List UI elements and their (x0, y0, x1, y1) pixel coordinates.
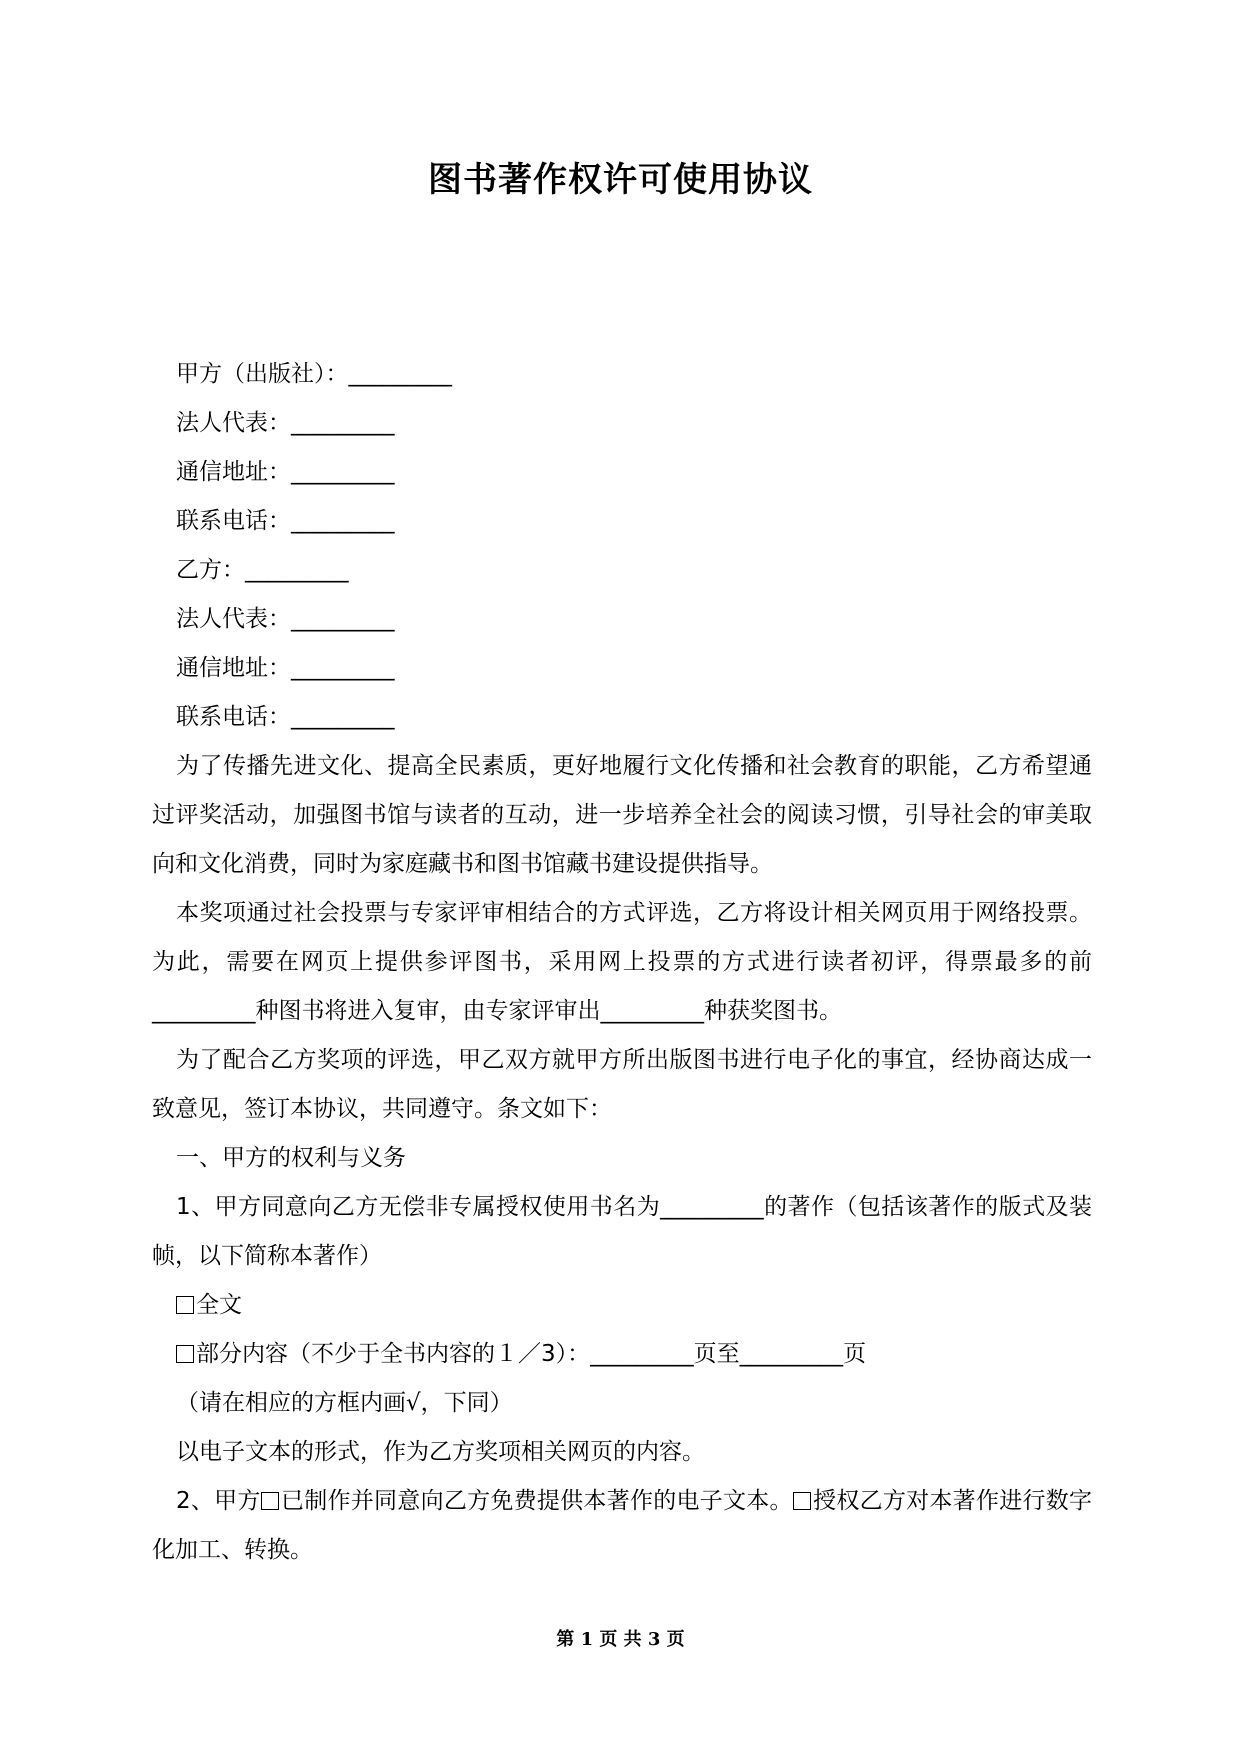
clause-1: 1、甲方同意向乙方无偿非专属授权使用书名为_________的著作（包括该著作的版式及装帧，以下简称本著作） (152, 1194, 1092, 1269)
checkbox-instruction-note: （请在相应的方框内画√，下同） (176, 1390, 513, 1416)
party-a-phone-line: 联系电话：_________ (176, 508, 395, 534)
party-b-phone-line: 联系电话：_________ (176, 704, 395, 730)
full-text-checkbox[interactable] (176, 1296, 194, 1314)
agreement-paragraph: 为了配合乙方奖项的评选，甲乙双方就甲方所出版图书进行电子化的事宜，经协商达成一致意见，签订本协议，共同遵守。条文如下： (152, 1047, 1092, 1122)
clause-2-prefix: 2、甲方 (176, 1488, 261, 1514)
electronic-form-line: 以电子文本的形式，作为乙方奖项相关网页的内容。 (176, 1439, 705, 1465)
provided-etext-checkbox[interactable] (261, 1492, 279, 1510)
clause-2-provided-text: 已制作并同意向乙方免费提供本著作的电子文本。 (280, 1488, 793, 1514)
authorize-digitization-checkbox[interactable] (793, 1492, 811, 1510)
document-body (152, 350, 1092, 1575)
partial-content-checkbox[interactable] (176, 1345, 194, 1363)
page-number-footer: 第 1 页 共 3 页 (556, 1629, 685, 1650)
option-full-text-label: 全文 (196, 1292, 242, 1318)
clause-2 (152, 1477, 1092, 1575)
purpose-paragraph: 为了传播先进文化、提高全民素质，更好地履行文化传播和社会教育的职能，乙方希望通过评奖活动，加强图书馆与读者的互动，进一步培养全社会的阅读习惯，引导社会的审美取向和文化消费，同时为家庭藏书和图书馆藏书建设提供指导。 (152, 753, 1092, 877)
party-a-name-line: 甲方（出版社）：_________ (176, 361, 452, 387)
option-partial-content (152, 1330, 1092, 1379)
party-a-address-line: 通信地址：_________ (176, 459, 395, 485)
document-title: 图书著作权许可使用协议 (428, 160, 813, 200)
voting-paragraph: 本奖项通过社会投票与专家评审相结合的方式评选，乙方将设计相关网页用于网络投票。为此，需要在网页上提供参评图书，采用网上投票的方式进行读者初评，得票最多的前_________种图书将进入复审，由专家评审出_________种获奖图书。 (152, 900, 1092, 1024)
section-heading-party-a-rights: 一、甲方的权利与义务 (176, 1145, 406, 1171)
option-partial-content-label: 部分内容（不少于全书内容的１／3）：_________页至_________页 (196, 1341, 867, 1367)
party-b-name-line: 乙方：_________ (176, 557, 349, 583)
party-b-representative-line: 法人代表：_________ (176, 606, 395, 632)
party-a-representative-line: 法人代表：_________ (176, 410, 395, 436)
party-b-address-line: 通信地址：_________ (176, 655, 395, 681)
clause-2-digitization-text: 授权乙方对本著作进行数字化加工、转换。 (152, 1488, 1092, 1563)
option-full-text (152, 1281, 1092, 1330)
